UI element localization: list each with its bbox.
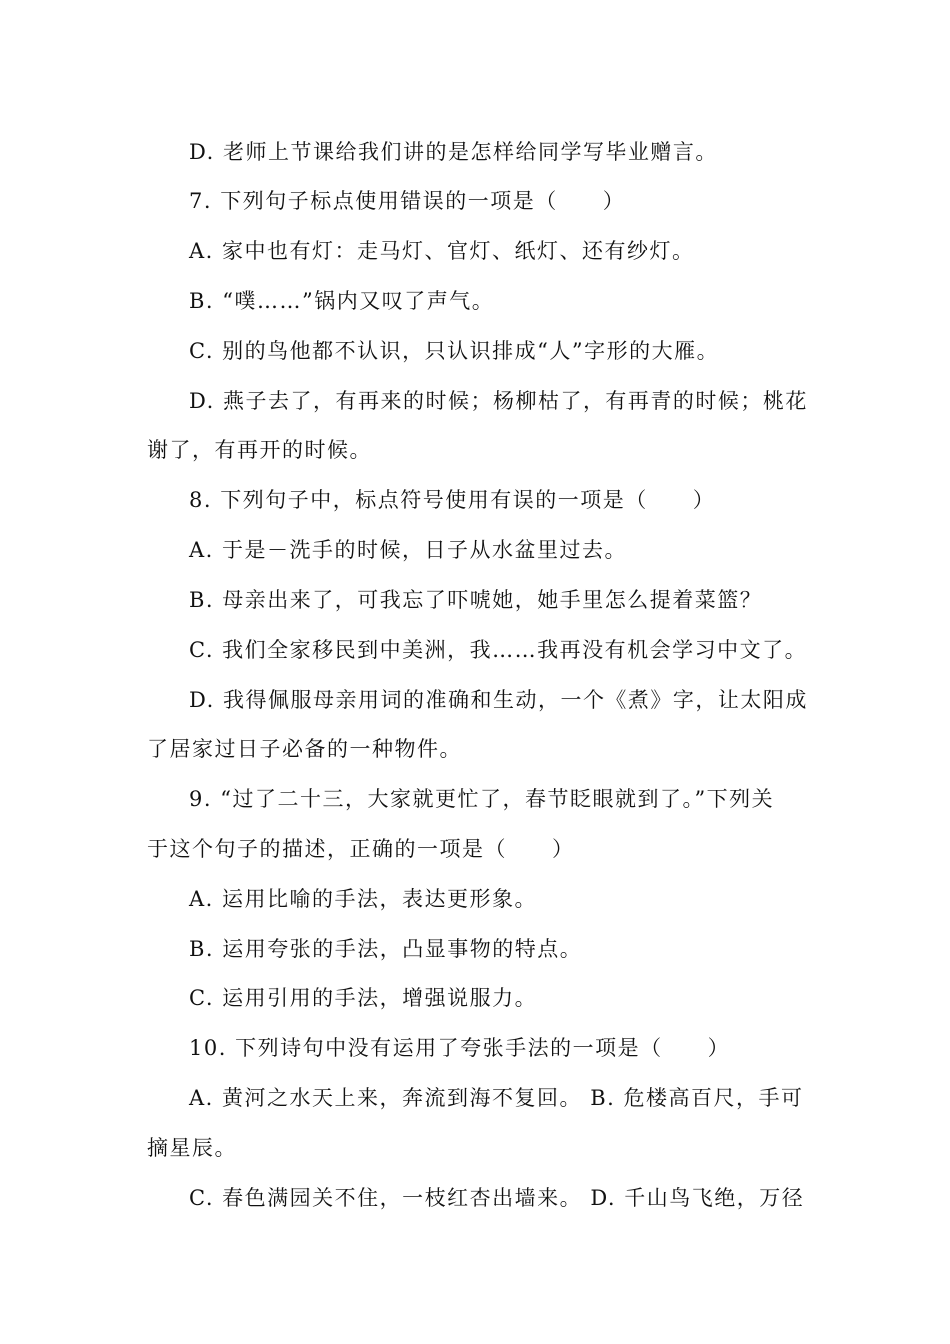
option-8d-cont: 了居家过日子必备的一种物件。: [147, 737, 462, 761]
option-9c: C. 运用引用的手法，增强说服力。: [189, 986, 538, 1010]
option-7d: D. 燕子去了，有再来的时候；杨柳枯了，有再青的时候；桃花: [189, 389, 808, 413]
option-7b: B. “噗……”锅内又叹了声气。: [189, 289, 495, 313]
option-9a: A. 运用比喻的手法，表达更形象。: [189, 887, 538, 911]
question-8: 8. 下列句子中，标点符号使用有误的一项是（ ）: [189, 488, 716, 512]
question-9: 9. “过了二十三，大家就更忙了，春节眨眼就到了。”下列关: [189, 787, 775, 811]
option-6d: D. 老师上节课给我们讲的是怎样给同学写毕业赠言。: [189, 140, 718, 164]
option-9b: B. 运用夸张的手法，凸显事物的特点。: [189, 937, 583, 961]
option-8b: B. 母亲出来了，可我忘了吓唬她，她手里怎么提着菜篮？: [189, 588, 763, 612]
options-10cd: C. 春色满园关不住，一枝红杏出墙来。 D. 千山鸟飞绝，万径: [189, 1186, 805, 1210]
question-10: 10. 下列诗句中没有运用了夸张手法的一项是（ ）: [189, 1036, 731, 1060]
question-7: 7. 下列句子标点使用错误的一项是（ ）: [189, 189, 626, 213]
option-7d-cont: 谢了，有再开的时候。: [147, 438, 372, 462]
option-8a: A. 于是－洗手的时候，日子从水盆里过去。: [189, 538, 628, 562]
options-10ab-cont: 摘星辰。: [147, 1136, 237, 1160]
option-7c: C. 别的鸟他都不认识，只认识排成“人”字形的大雁。: [189, 339, 720, 363]
option-8d: D. 我得佩服母亲用词的准确和生动，一个《煮》字，让太阳成: [189, 688, 808, 712]
question-9-cont: 于这个句子的描述，正确的一项是（ ）: [147, 837, 575, 861]
option-8c: C. 我们全家移民到中美洲，我……我再没有机会学习中文了。: [189, 638, 808, 662]
options-10ab: A. 黄河之水天上来，奔流到海不复回。 B. 危楼高百尺，手可: [189, 1086, 804, 1110]
option-7a: A. 家中也有灯：走马灯、官灯、纸灯、还有纱灯。: [189, 239, 695, 263]
